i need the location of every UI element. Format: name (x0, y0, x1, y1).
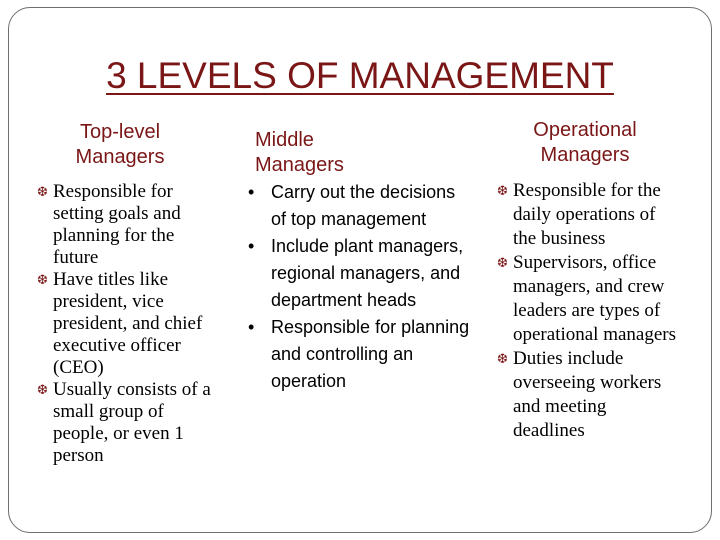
bullet-icon: • (248, 182, 255, 202)
list-item: • Include plant managers, regional managers, and department heads (248, 233, 470, 314)
list-item: ❆ Supervisors, office managers, and crew leaders are types of operational managers (497, 252, 677, 345)
middle-list (248, 179, 470, 395)
bullet-icon: ❆ (497, 351, 508, 366)
list-item: • Carry out the decisions of top management (248, 179, 470, 233)
bullet-icon: ❆ (37, 272, 48, 287)
list-item: ❆ Usually consists of a small group of people, or even 1 person (37, 379, 211, 466)
column-heading-middle: Middle Managers (255, 129, 344, 176)
bullet-icon: ❆ (497, 255, 508, 270)
slide-title: 3 LEVELS OF MANAGEMENT (106, 55, 614, 96)
bullet-icon: ❆ (497, 183, 508, 198)
column-heading-top-level: Top-level Managers (75, 121, 165, 168)
column-heading-operational: Operational Managers (533, 119, 637, 166)
top-level-list (37, 181, 212, 467)
bullet-icon: ❆ (37, 382, 48, 397)
list-item: ❆ Responsible for setting goals and planning for the future (37, 181, 181, 268)
list-item: ❆ Responsible for the daily operations of the business (497, 180, 661, 249)
bullet-icon: • (248, 317, 255, 337)
bullet-icon: • (248, 236, 255, 256)
operational-list (497, 179, 682, 443)
bullet-icon: ❆ (37, 184, 48, 199)
list-item: ❆ Duties include overseeing workers and meeting deadlines (497, 348, 662, 441)
list-item: • Responsible for planning and controlling an operation (248, 314, 470, 395)
list-item: ❆ Have titles like president, vice president, and chief executive officer (CEO) (37, 269, 203, 378)
